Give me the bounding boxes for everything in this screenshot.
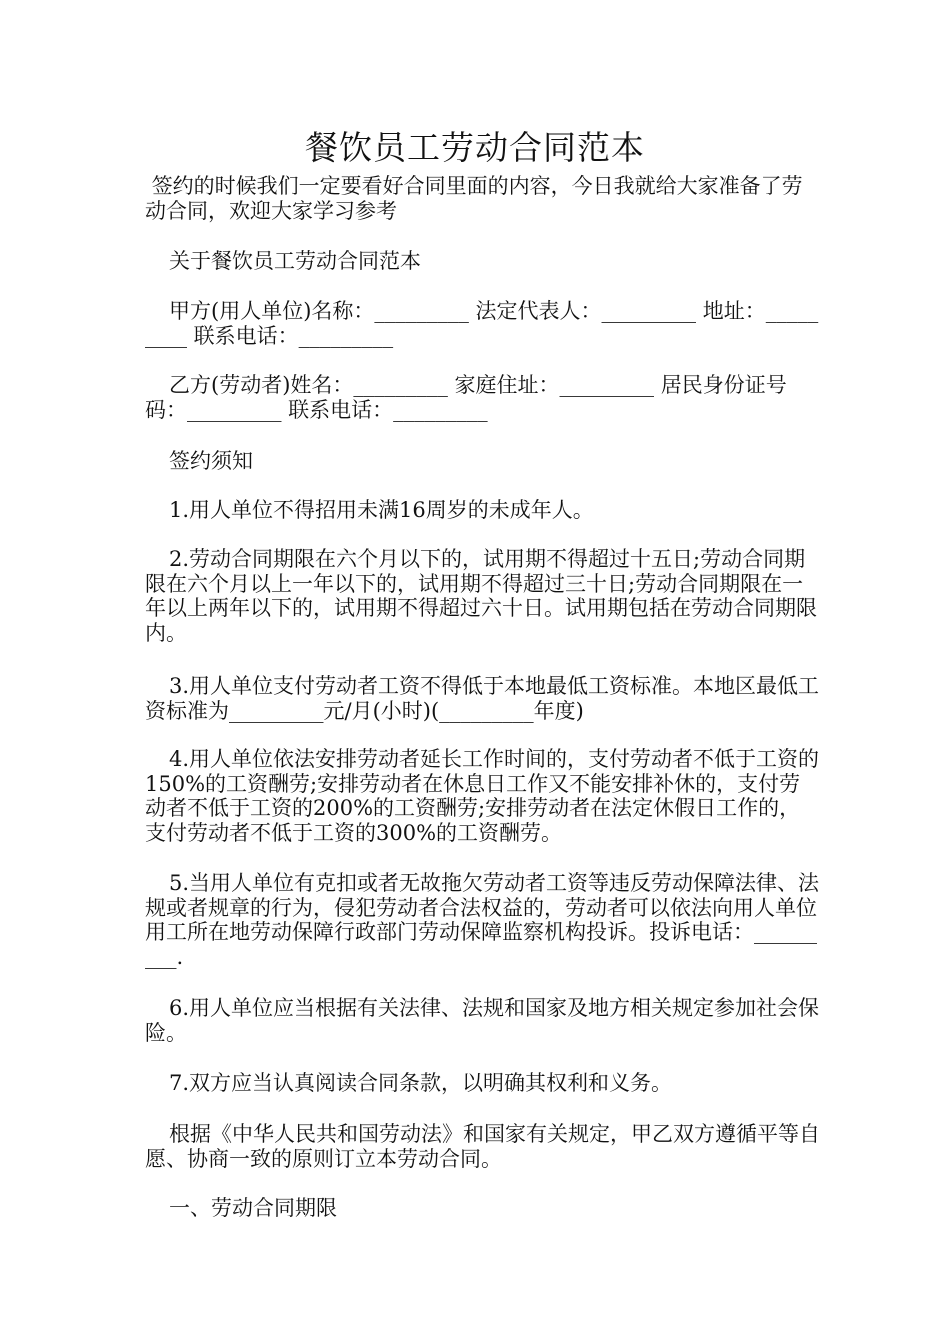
- intro-paragraph: 签约的时候我们一定要看好合同里面的内容，今日我就给大家准备了劳动合同，欢迎大家学习参考: [145, 174, 803, 223]
- notice-item-2: 2.劳动合同期限在六个月以下的，试用期不得超过十五日;劳动合同期限在六个月以上一年以下的，试用期不得超过三十日;劳动合同期限在一年以上两年以下的，试用期不得超过六十日。试用期包括在劳动合同期限内。: [145, 547, 817, 645]
- notice-item-5: 5.当用人单位有克扣或者无故拖欠劳动者工资等违反劳动保障法律、法规或者规章的行为，侵犯劳动者合法权益的，劳动者可以依法向用人单位用工所在地劳动保障行政部门劳动保障监察机构投诉。投诉电话：_________.: [145, 871, 820, 969]
- notice-item-7: 7.双方应当认真阅读合同条款，以明确其权利和义务。: [169, 1071, 673, 1095]
- document-title: 餐饮员工劳动合同范本: [305, 128, 645, 167]
- notice-item-3: 3.用人单位支付劳动者工资不得低于本地最低工资标准。本地区最低工资标准为_________元/月(小时)(_________年度): [145, 674, 820, 723]
- notice-item-1: 1.用人单位不得招用未满16周岁的未成年人。: [169, 498, 594, 522]
- section-1-heading: 一、劳动合同期限: [169, 1196, 337, 1220]
- party-b-paragraph: 乙方(劳动者)姓名：_________ 家庭住址：_________ 居民身份证号码：_________ 联系电话：_________: [145, 373, 787, 422]
- about-heading: 关于餐饮员工劳动合同范本: [169, 249, 421, 273]
- legal-basis-paragraph: 根据《中华人民共和国劳动法》和国家有关规定，甲乙双方遵循平等自愿、协商一致的原则订立本劳动合同。: [145, 1122, 820, 1171]
- notice-item-4: 4.用人单位依法安排劳动者延长工作时间的，支付劳动者不低于工资的150%的工资酬劳;安排劳动者在休息日工作又不能安排补休的，支付劳动者不低于工资的200%的工资酬劳;安排劳动者在法定休假日工作的，支付劳动者不低于工资的300%的工资酬劳。: [145, 747, 820, 845]
- party-a-paragraph: 甲方(用人单位)名称：_________ 法定代表人：_________ 地址：_________ 联系电话：_________: [145, 299, 819, 348]
- notice-heading: 签约须知: [169, 449, 253, 473]
- notice-item-6: 6.用人单位应当根据有关法律、法规和国家及地方相关规定参加社会保险。: [145, 996, 820, 1045]
